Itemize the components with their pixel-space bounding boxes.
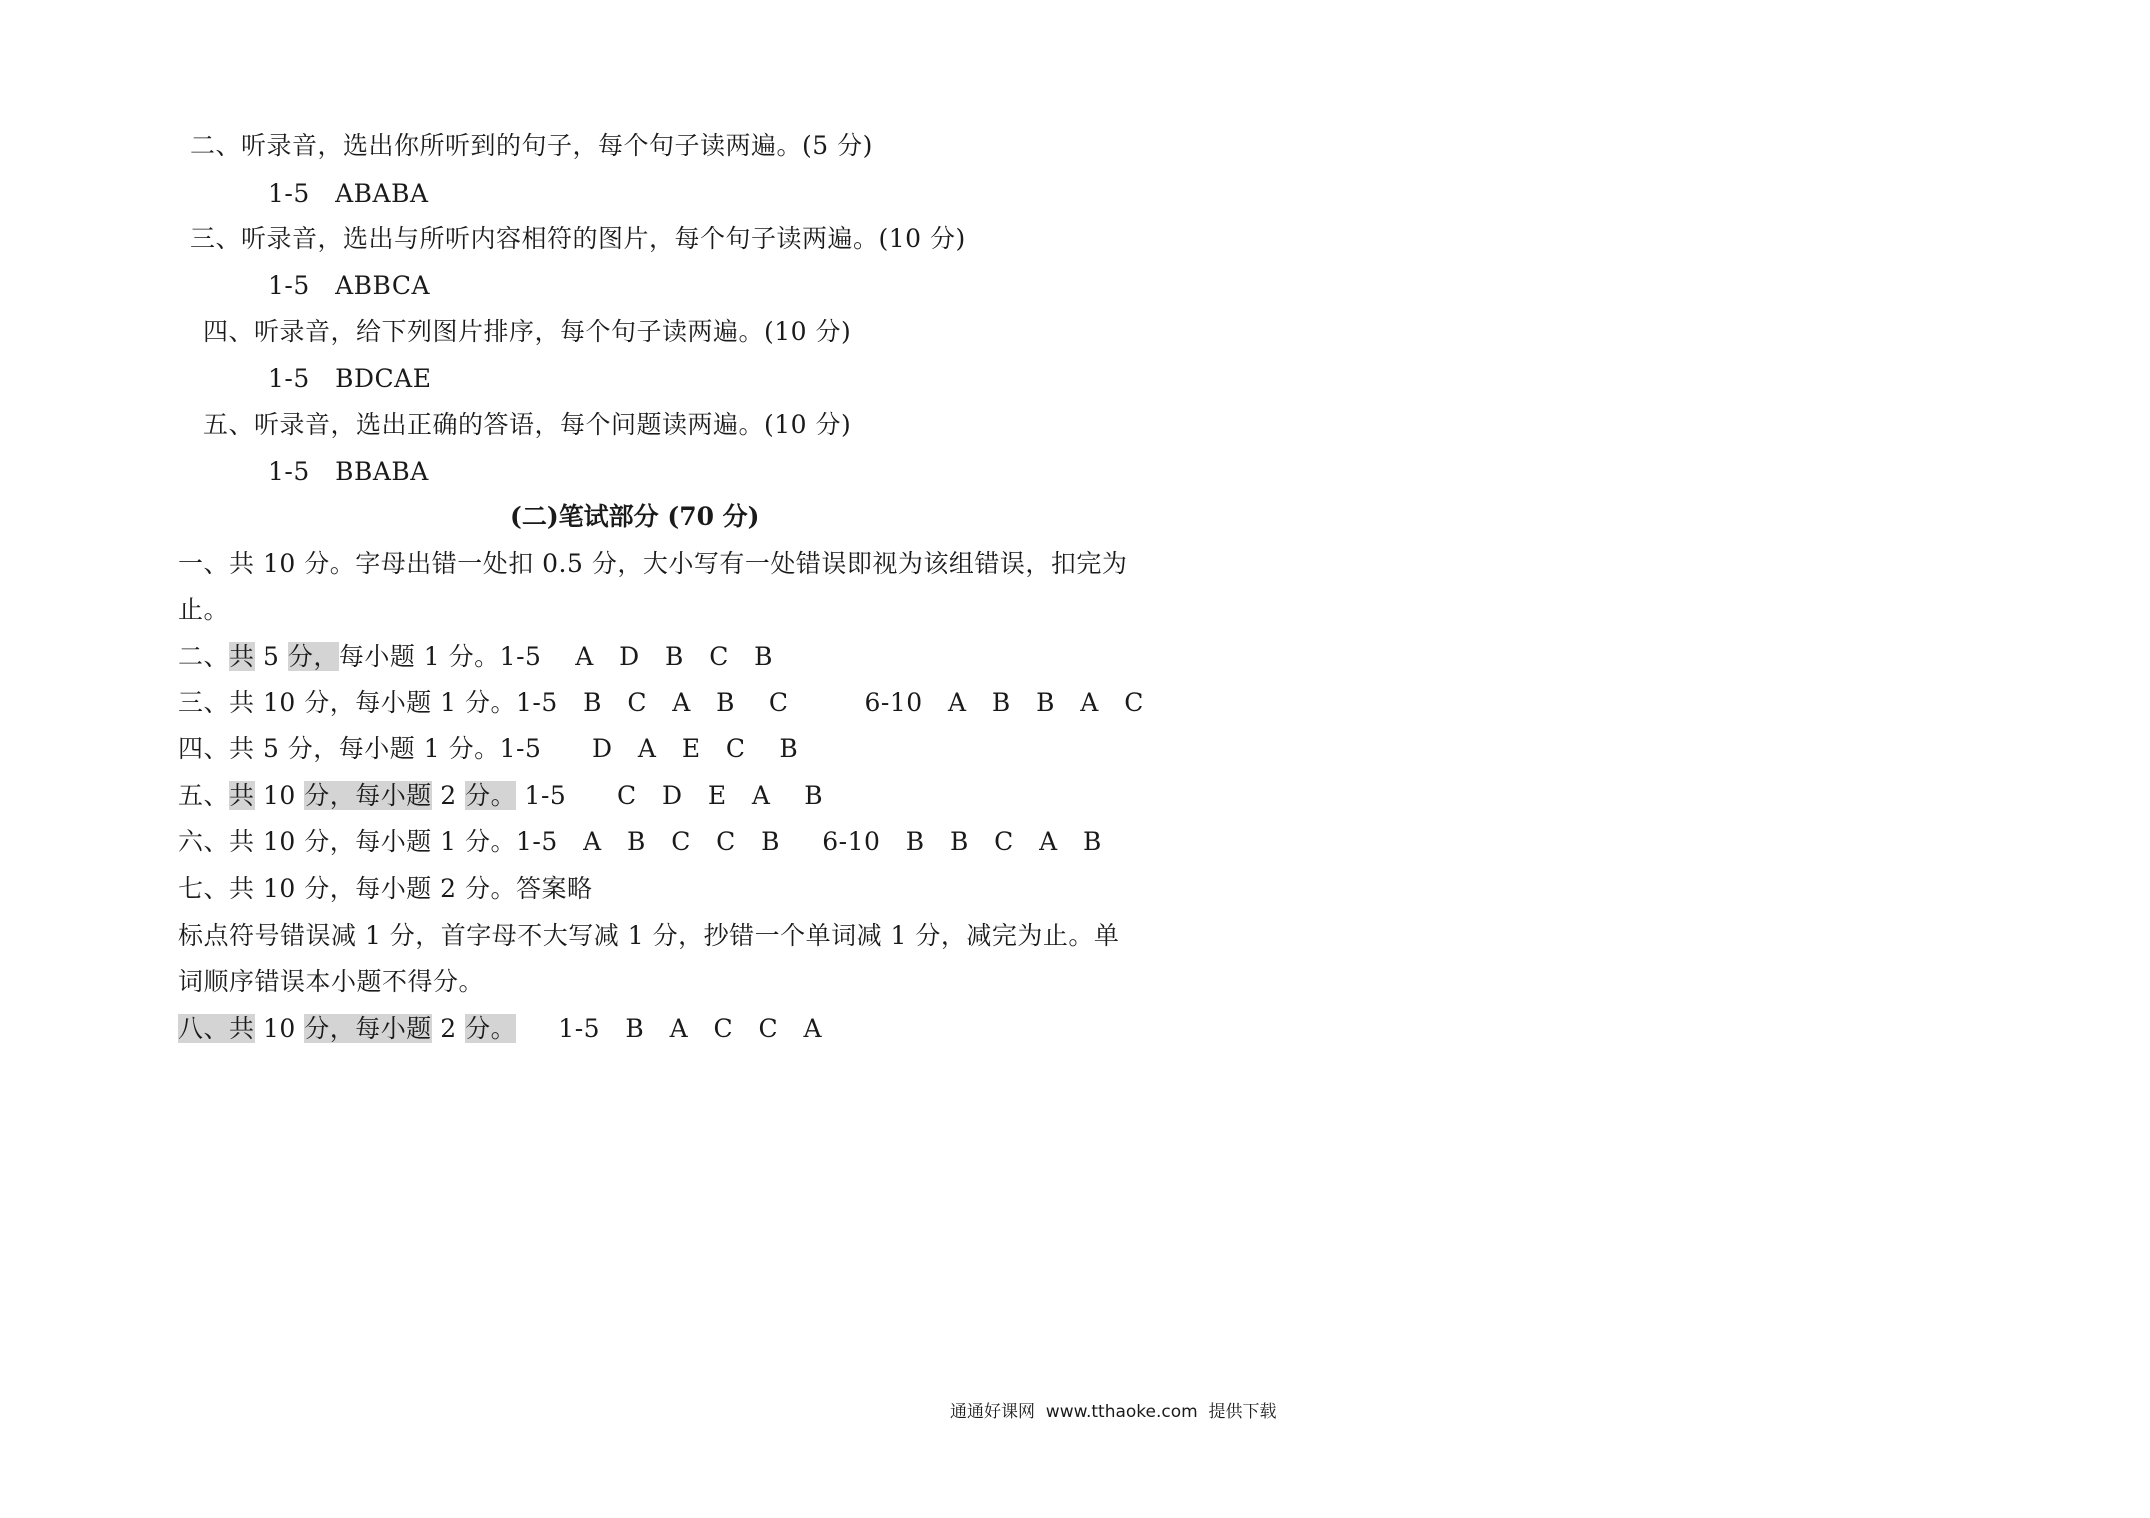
written-q6: 六、共 10 分，每小题 1 分。1-5 A B C C B 6-10 B B C A B — [178, 827, 1102, 856]
highlight-mark: 共 — [229, 781, 255, 810]
written-q5 — [178, 779, 823, 813]
written-q1-line2: 止。 — [178, 595, 230, 624]
listening-q2-answer: 1-5 ABABA — [268, 179, 429, 208]
written-q7-note-line1: 标点符号错误减 1 分，首字母不大写减 1 分，抄错一个单词减 1 分，减完为止。单 — [178, 921, 1120, 950]
written-q7-note-line2: 词顺序错误本小题不得分。 — [178, 967, 485, 996]
written-q2-mid: 5 — [254, 642, 288, 671]
written-q8-mid2: 2 — [431, 1014, 466, 1043]
written-q5-mid2: 2 — [431, 781, 466, 810]
listening-q5-title: 五、听录音，选出正确的答语，每个问题读两遍。(10 分) — [203, 410, 852, 439]
highlight-mark: 分，每小题 — [304, 781, 432, 810]
listening-q2-title: 二、听录音，选出你所听到的句子，每个句子读两遍。(5 分) — [190, 131, 873, 160]
highlight-mark: 八、共 — [178, 1014, 255, 1043]
written-q7: 七、共 10 分，每小题 2 分。答案略 — [178, 874, 593, 903]
highlight-mark: 共 — [229, 642, 255, 671]
written-q8 — [178, 1012, 822, 1046]
written-q1-line1: 一、共 10 分。字母出错一处扣 0.5 分，大小写有一处错误即视为该组错误，扣完为 — [178, 549, 1128, 578]
written-q2-prefix: 二、 — [178, 642, 230, 671]
footer-source: 通通好课网 www.tthaoke.com 提供下载 — [950, 1402, 1277, 1422]
listening-q5-answer: 1-5 BBABA — [268, 457, 429, 486]
listening-q3-title: 三、听录音，选出与所听内容相符的图片，每个句子读两遍。(10 分) — [190, 224, 966, 253]
written-q8-mid1: 10 — [254, 1014, 305, 1043]
highlight-mark: 分，每小题 — [304, 1014, 432, 1043]
written-q8-rest: 1-5 B A C C A — [516, 1014, 823, 1043]
written-q5-prefix: 五、 — [178, 781, 230, 810]
written-q2-rest: 每小题 1 分。1-5 A D B C B — [338, 642, 774, 671]
written-section-title: (二)笔试部分 (70 分) — [510, 502, 760, 531]
listening-q4-answer: 1-5 BDCAE — [268, 364, 432, 393]
written-q5-mid1: 10 — [254, 781, 305, 810]
written-q5-rest: 1-5 C D E A B — [516, 781, 824, 810]
listening-q4-title: 四、听录音，给下列图片排序，每个句子读两遍。(10 分) — [203, 317, 852, 346]
written-q2 — [178, 640, 773, 674]
highlight-mark: 分。 — [465, 781, 517, 810]
written-q4: 四、共 5 分，每小题 1 分。1-5 D A E C B — [178, 734, 799, 763]
highlight-mark: 分， — [287, 642, 339, 671]
listening-q3-answer: 1-5 ABBCA — [268, 271, 431, 300]
written-q3: 三、共 10 分，每小题 1 分。1-5 B C A B C 6-10 A B B A C — [178, 688, 1144, 717]
highlight-mark: 分。 — [465, 1014, 517, 1043]
